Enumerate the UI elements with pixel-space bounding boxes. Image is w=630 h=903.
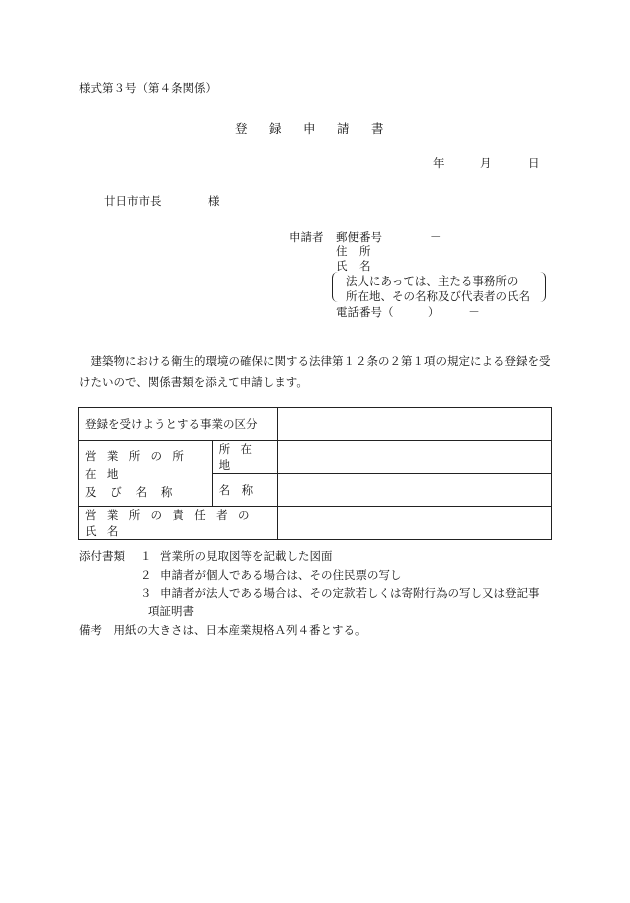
- registration-table: [78, 407, 552, 540]
- form-number: 様式第３号（第４条関係）: [79, 81, 217, 95]
- office-location-group-label: [79, 441, 213, 507]
- title-char: 申: [303, 121, 316, 136]
- title-char: 登: [235, 121, 248, 136]
- office-name-label: 名 称: [212, 474, 277, 507]
- manager-name-label: 営業所の責任者の氏名: [79, 507, 278, 540]
- office-location-line2: 及び名称: [85, 484, 187, 499]
- attachment-text: 申請者が法人である場合は、その定款若しくは寄附行為の写し又は登記事: [160, 586, 540, 600]
- phone-label: 電話番号（ ） －: [336, 305, 480, 319]
- attachments-label: 添付書類: [79, 549, 125, 563]
- business-category-label: 登録を受けようとする事業の区分: [79, 408, 278, 441]
- title-char: 請: [337, 121, 350, 136]
- attachment-text: 営業所の見取図等を記載した図面: [160, 549, 333, 563]
- corporate-note-line1: 法人にあっては、主たる事務所の: [346, 274, 519, 288]
- applicant-label: 申請者: [289, 230, 324, 244]
- addressee: 廿日市市長: [104, 194, 162, 208]
- title-char: 録: [269, 121, 282, 136]
- title-char: 書: [371, 121, 384, 136]
- postal-code-label: 郵便番号: [336, 230, 382, 244]
- remarks: 備考 用紙の大きさは、日本産業規格Ａ列４番とする。: [79, 623, 367, 637]
- date-month: 月: [480, 156, 492, 170]
- location-field[interactable]: [278, 441, 552, 474]
- attachment-no: １: [140, 549, 152, 563]
- attachment-text-continued: 項証明書: [148, 604, 194, 618]
- attachment-no: ３: [140, 586, 152, 600]
- address-label: 住 所: [336, 244, 371, 258]
- name-label: 氏 名: [336, 259, 371, 273]
- manager-name-field[interactable]: [278, 507, 552, 540]
- corporate-note-line2: 所在地、その名称及び代表者の氏名: [346, 289, 530, 303]
- location-label: 所在地: [212, 441, 277, 474]
- postal-code-dash: －: [430, 230, 442, 244]
- attachment-no: ２: [140, 568, 152, 582]
- honorific: 様: [208, 194, 220, 208]
- application-statement: 建築物における衛生的環境の確保に関する法律第１２条の２第１項の規定による登録を受けたいので、関係書類を添えて申請します。: [79, 354, 551, 389]
- document-title: [235, 119, 405, 137]
- office-location-line1: 営業所の所在地: [85, 448, 195, 481]
- business-category-field[interactable]: [278, 408, 552, 441]
- attachment-text: 申請者が個人である場合は、その住民票の写し: [160, 568, 402, 582]
- date-day: 日: [528, 156, 540, 170]
- date-year: 年: [433, 156, 445, 170]
- office-name-field[interactable]: [278, 474, 552, 507]
